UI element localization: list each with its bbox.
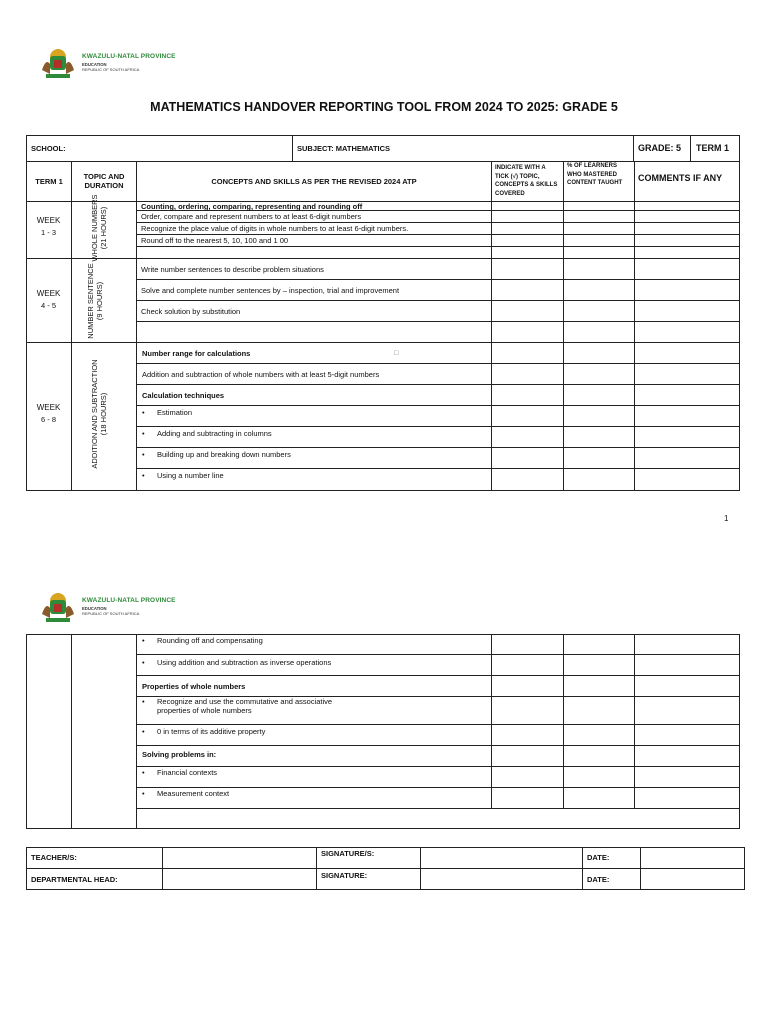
col-topic: TOPIC AND DURATION	[83, 172, 125, 190]
row-solve-sentences: Solve and complete number sentences by – inspection, trial and improvement	[141, 285, 400, 295]
school-label: SCHOOL:	[31, 143, 66, 153]
signature1-label: SIGNATURE/S:	[321, 848, 375, 858]
row-addition-5digit: Addition and subtraction of whole numbers with at least 5-digit numbers	[142, 369, 380, 379]
grade-label: GRADE: 5	[638, 142, 682, 153]
date1-label: DATE:	[587, 853, 610, 862]
row-commutative: • Recognize and use the commutative and associative properties of whole numbers	[136, 697, 491, 707]
row-measurement: • Measurement context	[136, 787, 491, 800]
col-term: TERM 1	[35, 176, 63, 186]
row-number-range: Number range for calculations □	[142, 348, 399, 358]
date2-label: DATE:	[587, 875, 610, 884]
checkbox-icon: □	[394, 349, 399, 357]
coat-of-arms-icon	[38, 42, 78, 82]
teacher-label: TEACHER/S:	[31, 853, 77, 862]
week-label-2: WEEK 4 - 5	[36, 288, 61, 310]
row-properties: Properties of whole numbers	[142, 681, 246, 691]
signature2-label: SIGNATURE:	[321, 870, 368, 880]
province-name: KWAZULU-NATAL PROVINCE	[82, 597, 176, 604]
row-number-line: • Using a number line	[136, 465, 491, 485]
row-inverse-operations: • Using addition and subtraction as inverse operations	[136, 655, 491, 669]
row-calc-techniques: Calculation techniques	[142, 390, 225, 400]
date2-input[interactable]	[641, 869, 745, 890]
republic-name: REPUBLIC OF SOUTH AFRICA	[82, 66, 140, 72]
row-building-up: • Building up and breaking down numbers	[136, 444, 491, 464]
row-financial: • Financial contexts	[136, 766, 491, 779]
teacher-input[interactable]	[163, 847, 316, 868]
row-place-value: Recognize the place value of digits in whole numbers to at least 6-digit numbers.	[141, 224, 409, 233]
signature2-input[interactable]	[421, 869, 582, 890]
row-order-compare: Order, compare and represent numbers to at least 6-digit numbers	[141, 212, 362, 221]
col-percent: % OF LEARNERS WHO MASTERED CONTENT TAUGHT	[567, 163, 623, 186]
page-title: MATHEMATICS HANDOVER REPORTING TOOL FROM 2024 TO 2025: GRADE 5	[150, 100, 618, 114]
topic-whole-numbers: WHOLE NUMBERS (21 HOURS)	[90, 194, 108, 262]
row-write-sentences: Write number sentences to describe problem situations	[141, 264, 324, 274]
province-logo-page2	[38, 586, 203, 626]
topic-number-sentence: NUMBER SENTENCE (9 HOURS)	[86, 263, 104, 339]
date1-input[interactable]	[641, 847, 745, 868]
republic-name: REPUBLIC OF SOUTH AFRICA	[82, 610, 140, 616]
head-input[interactable]	[163, 869, 316, 890]
row-check-solution: Check solution by substitution	[141, 306, 241, 316]
row-additive-property: • 0 in terms of its additive property	[136, 725, 491, 738]
row-rounding-compensating: • Rounding off and compensating	[136, 634, 491, 647]
row-estimation: • Estimation	[136, 402, 491, 422]
week-label-3: WEEK 6 - 8	[36, 402, 61, 424]
department-name: EDUCATION	[82, 62, 107, 67]
department-name: EDUCATION	[82, 606, 107, 611]
col-concepts: CONCEPTS AND SKILLS AS PER THE REVISED 2024 ATP	[211, 176, 417, 186]
subject-label: SUBJECT: MATHEMATICS	[297, 143, 391, 153]
term-label: TERM 1	[696, 142, 730, 153]
col-comments: COMMENTS IF ANY	[638, 172, 723, 183]
row-columns: • Adding and subtracting in columns	[136, 423, 491, 443]
week-label-1: WEEK 1 - 3	[36, 215, 61, 237]
row-solving-problems: Solving problems in:	[142, 750, 217, 759]
head-label: DEPARTMENTAL HEAD:	[31, 875, 118, 884]
topic-addition-subtraction: ADDITION AND SUBTRACTION (18 HOURS)	[90, 359, 108, 469]
coat-of-arms-icon	[38, 586, 78, 626]
page-number: 1	[724, 514, 729, 523]
signature1-input[interactable]	[421, 847, 582, 868]
row-round-off: Round off to the nearest 5, 10, 100 and 1 00	[141, 236, 289, 245]
row-counting: Counting, ordering, comparing, representing and rounding off	[141, 201, 363, 211]
province-logo	[38, 42, 203, 82]
province-name: KWAZULU-NATAL PROVINCE	[82, 53, 176, 60]
col-indicate: INDICATE WITH A TICK (√) TOPIC, CONCEPTS & SKILLS COVERED	[495, 165, 558, 197]
